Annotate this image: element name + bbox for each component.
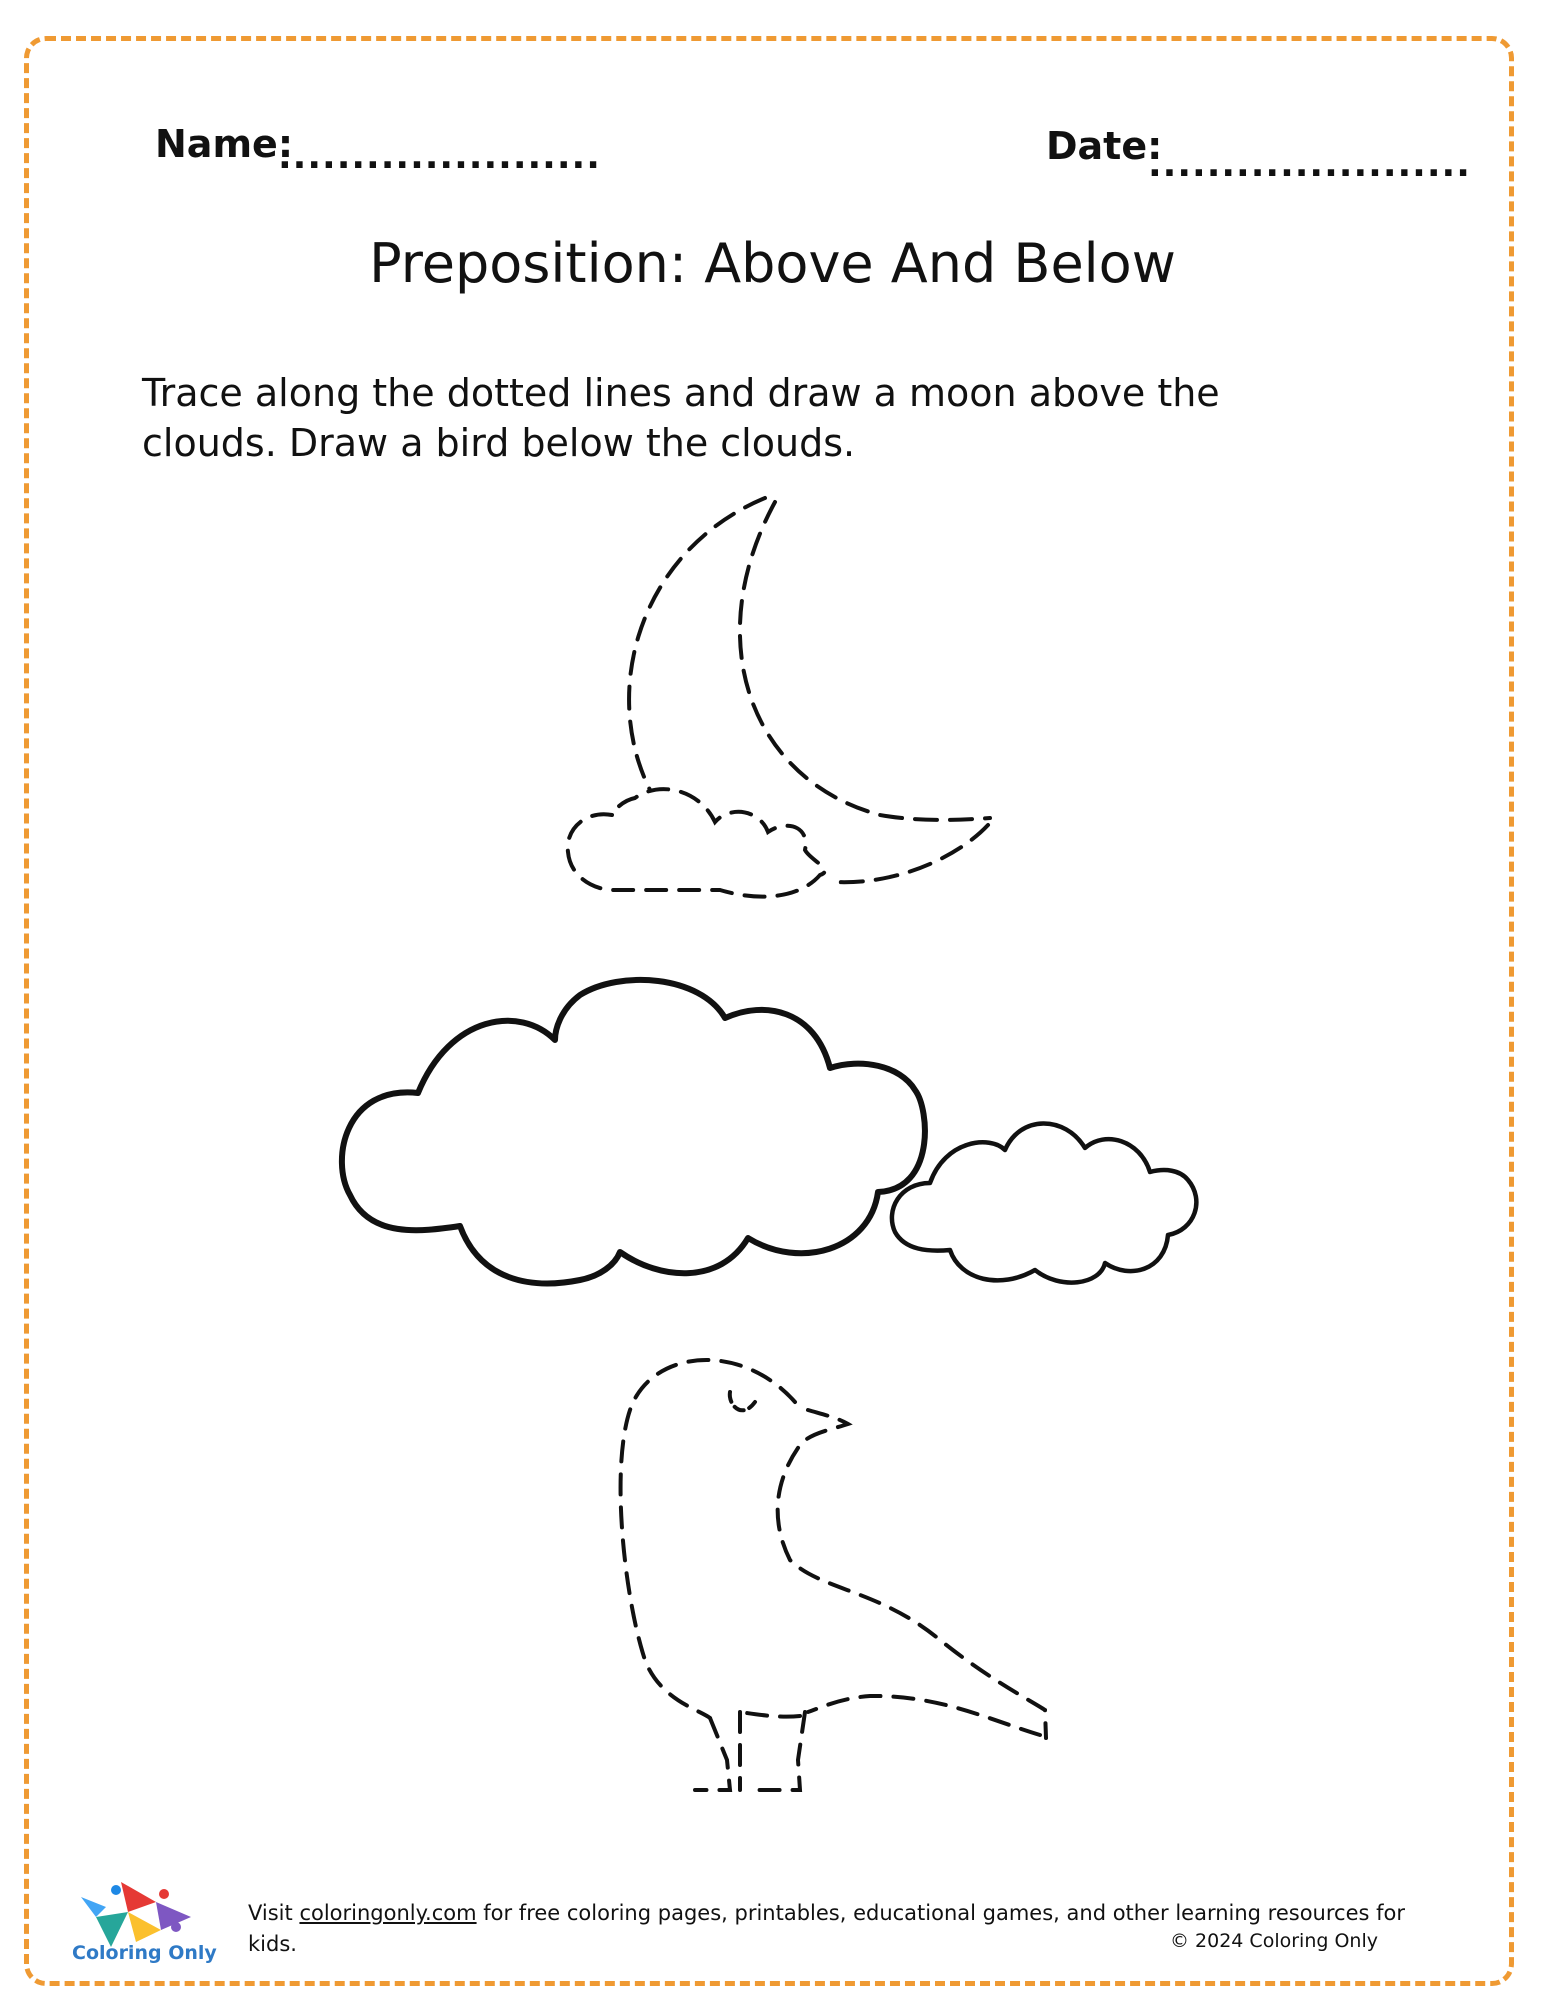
instruction-text: Trace along the dotted lines and draw a moon above the clouds. Draw a bird below the clouds. bbox=[142, 371, 1220, 465]
dotted-small-cloud-icon bbox=[568, 789, 825, 896]
copyright-text: © 2024 Coloring Only bbox=[1170, 1930, 1378, 1952]
footer-visit-suffix: for free coloring pages, printables, educational games, and other learning resources for kids. bbox=[248, 1901, 1405, 1956]
footer-link[interactable]: coloringonly.com bbox=[299, 1901, 477, 1925]
small-cloud-icon bbox=[892, 1123, 1196, 1282]
page-title: Preposition: Above And Below bbox=[369, 232, 1176, 295]
name-label: Name: bbox=[155, 122, 294, 166]
dotted-bird-icon bbox=[621, 1360, 1046, 1790]
logo-text: Coloring Only bbox=[72, 1942, 217, 1964]
big-cloud-icon bbox=[342, 980, 925, 1284]
footer-visit-prefix: Visit bbox=[248, 1901, 300, 1925]
date-label: Date: bbox=[1046, 124, 1163, 168]
dotted-moon-icon bbox=[629, 498, 990, 882]
name-line: ...................... bbox=[278, 136, 601, 177]
date-line: ...................... bbox=[1148, 144, 1471, 185]
